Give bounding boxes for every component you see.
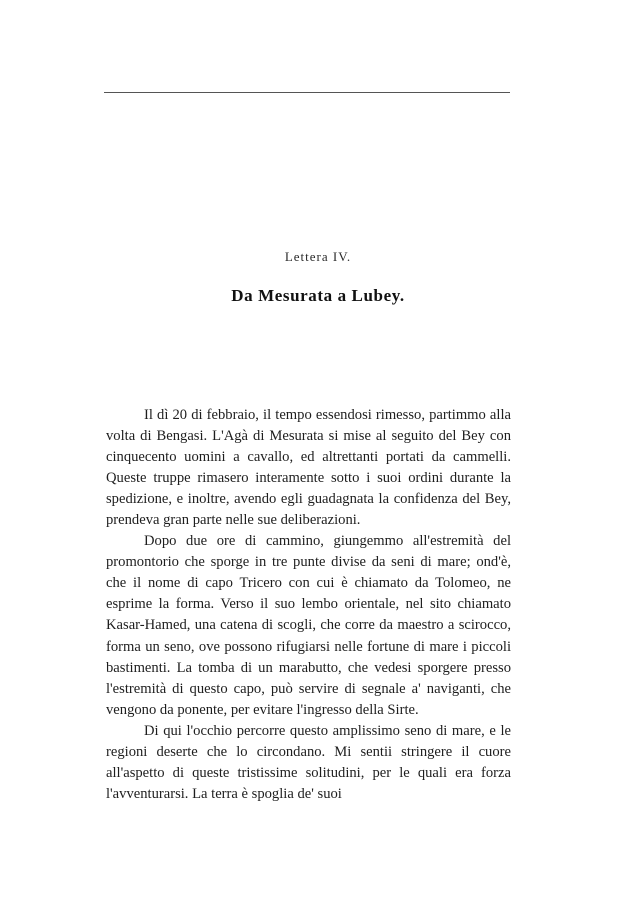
- chapter-title: Da Mesurata a Lubey.: [231, 286, 405, 305]
- letter-heading: Lettera IV.: [284, 249, 352, 264]
- paragraph: Di qui l'occhio percorre questo amplissimo seno di mare, e le regioni deserte che lo circondano. Mi sentii stringere il cuore all'aspetto di queste tristissime solitudini, per le quali era forza l'avventurarsi. La terra è spoglia de' suoi: [106, 722, 511, 802]
- paragraph: Il dì 20 di febbraio, il tempo essendosi rimesso, partimmo alla volta di Bengasi. L'Agà di Mesurata si mise al seguito del Bey con cinquecento uomini a cavallo, ed altrettanti portati da cammelli. Queste truppe rimasero interamente sotto i suoi ordini durante la spedizione, e inoltre, avendo egli guadagnata la confidenza del Bey, prendeva gran parte nelle sue deliberazioni.: [106, 407, 511, 529]
- top-rule: [104, 92, 510, 93]
- body-text: [106, 405, 511, 805]
- paragraph: Dopo due ore di cammino, giungemmo all'estremità del promontorio che sporge in tre punte divise da seni di mare; ond'è, che il nome di capo Tricero con cui è chiamato da Tolomeo, ne esprime la forma. Verso il suo lembo orientale, nel sito chiamato Kasar-Hamed, una catena di scogli, che corre da maestro a scirocco, forma un seno, ove possono rifugiarsi nelle fortune di mare i piccoli bastimenti. La tomba di un marabutto, che vedesi sporgere presso l'estremità di questo capo, può servire di segnale a' naviganti, che vengono da ponente, per evitare l'ingresso della Sirte.: [106, 533, 511, 718]
